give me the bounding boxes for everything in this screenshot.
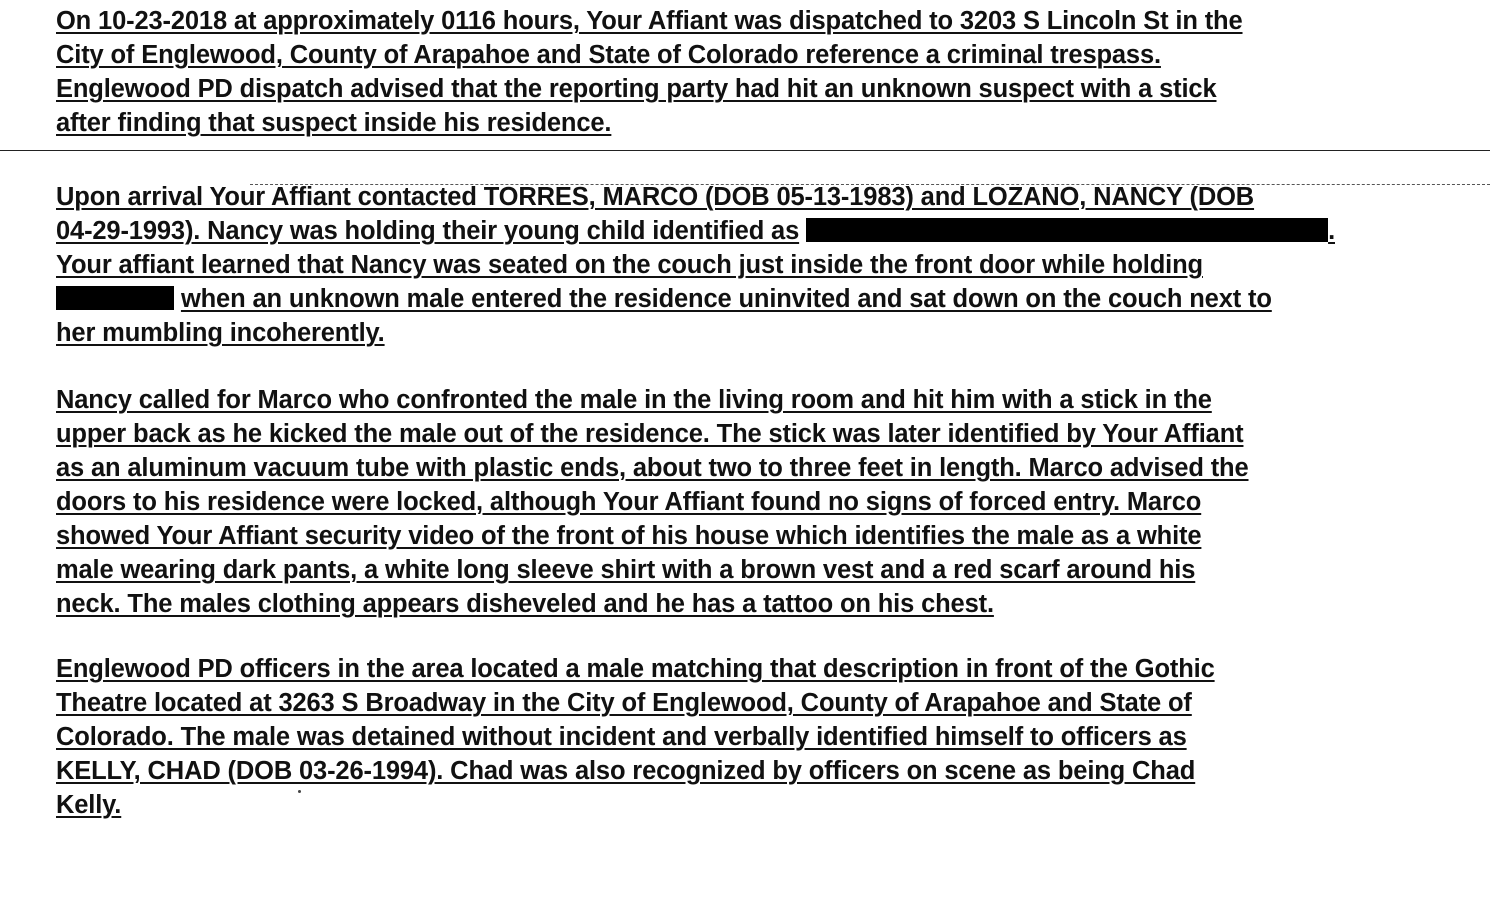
text-line [56,383,1466,417]
paragraph-confrontation [56,383,1466,621]
text-line [56,485,1466,519]
text-line [56,519,1466,553]
text-line [56,451,1466,485]
text-line [56,248,1466,282]
line-text: Englewood PD dispatch advised that the reporting party had hit an unknown suspect with a stick [56,75,1217,103]
line-text: Upon arrival Your Affiant contacted TORRES, MARCO (DOB 05-13-1983) and LOZANO, NANCY (DOB [56,183,1255,211]
text-line [56,214,1466,248]
text-line [56,316,1466,350]
text-line [56,587,1466,621]
text-line [56,180,1466,214]
text-line [56,553,1466,587]
line-text: showed Your Affiant security video of the front of his house which identifies the male as a white [56,522,1202,550]
separator-line [0,150,1490,151]
scan-speck [298,790,301,793]
line-text: On 10-23-2018 at approximately 0116 hours, Your Affiant was dispatched to 3203 S Lincoln St in the [56,7,1243,35]
line-text: Kelly. [56,791,122,819]
line-text: City of Englewood, County of Arapahoe and State of Colorado reference a criminal trespass. [56,41,1161,69]
line-text: Englewood PD officers in the area located a male matching that description in front of the Gothic [56,655,1215,683]
text-line [56,106,1466,140]
text-line [56,652,1466,686]
line-text: male wearing dark pants, a white long sleeve shirt with a brown vest and a red scarf around his [56,556,1196,584]
text-line [56,4,1466,38]
text-line [56,720,1466,754]
text-line [56,282,1466,316]
redaction-block [806,218,1328,242]
line-text: Theatre located at 3263 S Broadway in the City of Englewood, County of Arapahoe and State of [56,689,1192,717]
line-text: Your affiant learned that Nancy was seated on the couch just inside the front door while holding [56,251,1203,279]
line-text: as an aluminum vacuum tube with plastic ends, about two to three feet in length. Marco advised the [56,454,1249,482]
line-text: after finding that suspect inside his residence. [56,109,612,137]
line-text: KELLY, CHAD (DOB 03-26-1994). Chad was also recognized by officers on scene as being Chad [56,757,1196,785]
text-line [56,686,1466,720]
text-line [56,72,1466,106]
text-line [56,788,1466,822]
line-text: 04-29-1993). Nancy was holding their young child identified as [56,217,800,245]
text-line [56,38,1466,72]
line-text: Nancy called for Marco who confronted the male in the living room and hit him with a stick in the [56,386,1212,414]
paragraph-arrival [56,180,1466,350]
text-line [56,417,1466,451]
line-text: neck. The males clothing appears disheveled and he has a tattoo on his chest. [56,590,994,618]
line-text: doors to his residence were locked, although Your Affiant found no signs of forced entry. Marco [56,488,1202,516]
text-line [56,754,1466,788]
line-text: Colorado. The male was detained without incident and verbally identified himself to officers as [56,723,1187,751]
line-text: her mumbling incoherently. [56,319,385,347]
line-text: when an unknown male entered the residence uninvited and sat down on the couch next to [180,285,1272,313]
paragraph-detention [56,652,1466,822]
line-text: upper back as he kicked the male out of the residence. The stick was later identified by Your Affiant [56,420,1244,448]
line-text: . [1328,217,1335,245]
redaction-block [56,286,174,310]
paragraph-dispatch [56,4,1466,140]
